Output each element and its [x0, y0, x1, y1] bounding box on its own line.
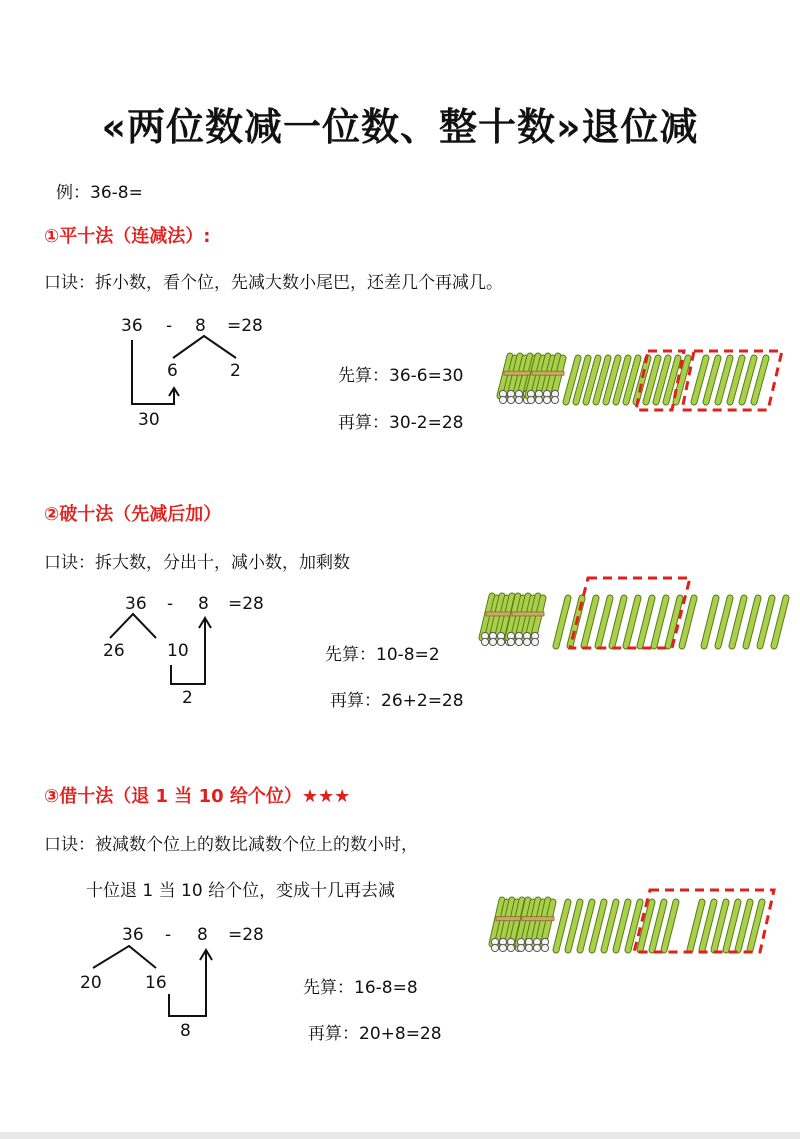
- single-stick-icon: [774, 598, 786, 646]
- m3-eq-a: 36: [122, 925, 144, 945]
- method1-heading: ①平十法（连减法）:: [44, 226, 211, 247]
- m1-eq-op: -: [166, 316, 173, 336]
- bundle-end: [527, 396, 534, 403]
- m3-eq-op: -: [165, 925, 172, 945]
- single-stick-icon: [732, 598, 744, 646]
- single-stick-icon: [612, 598, 624, 646]
- m2-eq-op: -: [167, 594, 174, 614]
- bundle-end: [551, 396, 558, 403]
- bundle-tie: [522, 917, 554, 921]
- m1-eq-a: 36: [121, 316, 143, 336]
- example-text: 例：36-8=: [56, 183, 143, 203]
- m3-split-right: 16: [145, 973, 167, 993]
- m3-eq-res: =28: [228, 925, 264, 945]
- single-stick-icon: [556, 598, 568, 646]
- bundle-end: [543, 396, 550, 403]
- single-stick-icon: [640, 598, 652, 646]
- bundle-end: [535, 396, 542, 403]
- m1-step1: 先算：36-6=30: [338, 366, 464, 386]
- m2-eq-b: 8: [198, 594, 209, 614]
- method1-rhyme: 口诀：拆小数，看个位，先减大数小尾巴，还差几个再减几。: [44, 273, 503, 293]
- method3-rhyme-line1: 口诀：被减数个位上的数比减数个位上的数小时，: [44, 835, 418, 855]
- single-stick-icon: [760, 598, 772, 646]
- m1-intermediate: 30: [138, 410, 160, 430]
- bundle-end: [489, 638, 496, 645]
- m2-split-left: 26: [103, 641, 125, 661]
- bundle-end: [525, 944, 532, 951]
- single-stick-icon: [584, 598, 596, 646]
- m1-eq-res: =28: [227, 316, 263, 336]
- single-stick-icon: [746, 598, 758, 646]
- method3-rhyme-line2: 十位退 1 当 10 给个位，变成十几再去减: [86, 881, 396, 901]
- single-stick-icon: [682, 598, 694, 646]
- bundle-tie: [512, 612, 544, 616]
- bundle-end: [515, 638, 522, 645]
- m1-step2: 再算：30-2=28: [338, 413, 464, 433]
- m2-step1: 先算：10-8=2: [325, 645, 440, 665]
- m3-step2: 再算：20+8=28: [308, 1024, 442, 1044]
- bundle-end: [541, 944, 548, 951]
- single-stick-icon: [626, 598, 638, 646]
- method2-rhyme: 口诀：拆大数，分出十，减小数，加剩数: [44, 553, 350, 573]
- bundle-end: [531, 638, 538, 645]
- bundle-end: [507, 638, 514, 645]
- m3-intermediate: 8: [180, 1021, 191, 1041]
- bundle-end: [533, 944, 540, 951]
- m2-eq-res: =28: [228, 594, 264, 614]
- bottom-divider: [0, 1132, 800, 1139]
- m1-split-left: 6: [167, 361, 178, 381]
- m2-eq-a: 36: [125, 594, 147, 614]
- m3-step1: 先算：16-8=8: [303, 978, 418, 998]
- m1-split-right: 2: [230, 361, 241, 381]
- single-stick-icon: [668, 598, 680, 646]
- bundle-end: [499, 396, 506, 403]
- m3-split-left: 20: [80, 973, 102, 993]
- page-title: «两位数减一位数、整十数»退位减: [101, 105, 699, 149]
- m2-step2: 再算：26+2=28: [330, 691, 464, 711]
- bundle-end: [507, 944, 514, 951]
- bundle-end: [515, 396, 522, 403]
- single-stick-icon: [704, 598, 716, 646]
- m2-intermediate: 2: [182, 688, 193, 708]
- bundle-end: [497, 638, 504, 645]
- single-stick-icon: [718, 598, 730, 646]
- single-stick-icon: [598, 598, 610, 646]
- bundle-end: [491, 944, 498, 951]
- method3-heading: ③借十法（退 1 当 10 给个位）★★★: [44, 786, 351, 807]
- single-stick-icon: [654, 598, 666, 646]
- bundle-end: [499, 944, 506, 951]
- m2-split-right: 10: [167, 641, 189, 661]
- bundle-end: [481, 638, 488, 645]
- m1-eq-b: 8: [195, 316, 206, 336]
- bundle-end: [517, 944, 524, 951]
- m3-eq-b: 8: [197, 925, 208, 945]
- bundle-end: [507, 396, 514, 403]
- bundle-tie: [532, 371, 564, 375]
- method2-heading: ②破十法（先减后加）: [44, 504, 222, 525]
- bundle-end: [523, 638, 530, 645]
